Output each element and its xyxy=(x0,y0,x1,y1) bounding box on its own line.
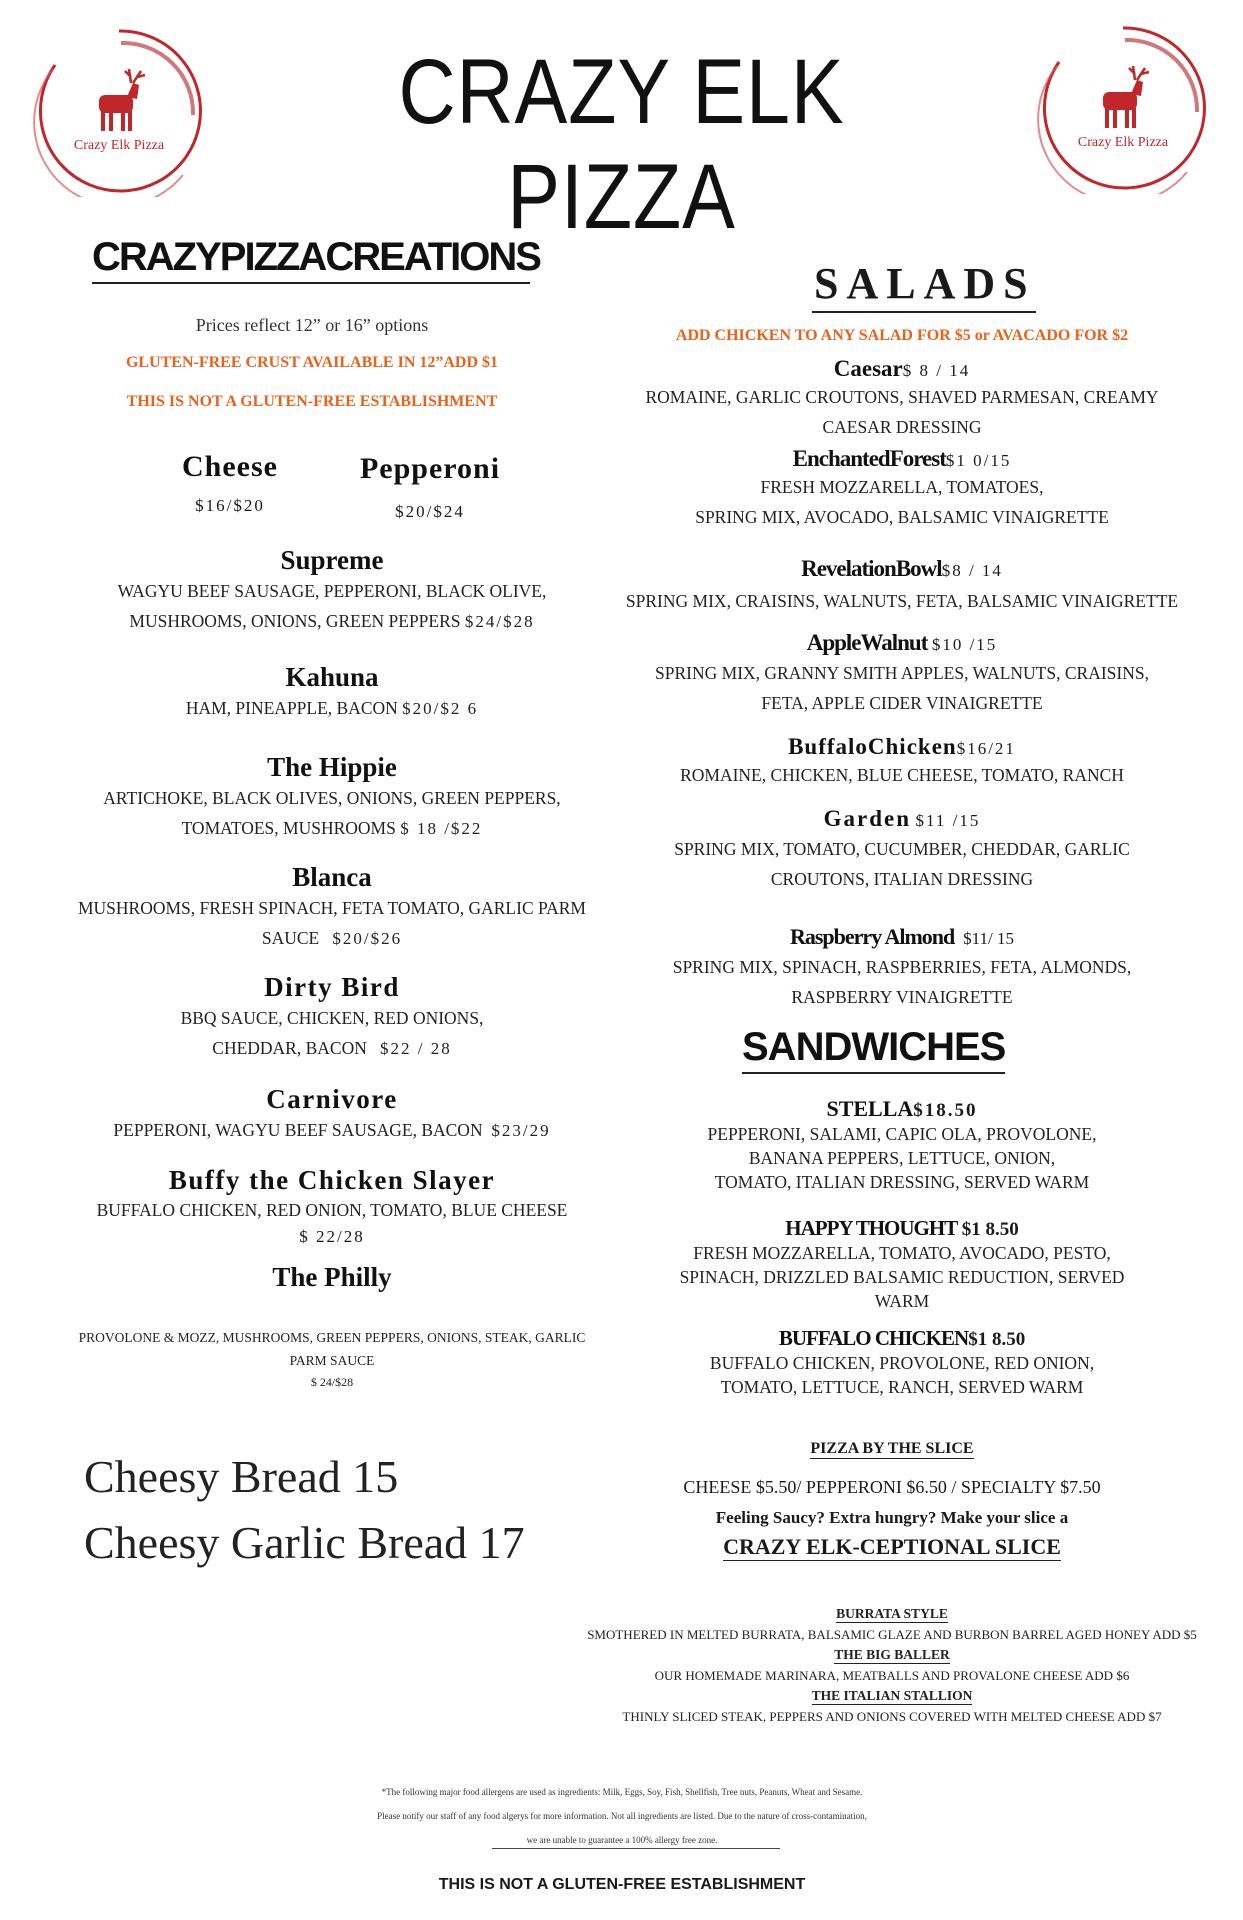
pizza-heading: CRAZYPIZZACREATIONS xyxy=(92,235,530,284)
elk-logo-icon xyxy=(33,25,205,197)
item-name: Raspberry Almond xyxy=(789,924,955,949)
item-name: Garden xyxy=(823,806,912,831)
item-desc: FRESH MOZZARELLA, TOMATOES, xyxy=(760,477,1044,497)
salad-apple-walnut xyxy=(622,630,1182,718)
item-price: $11/ 15 xyxy=(963,929,1015,948)
page-title: CRAZY ELK PIZZA xyxy=(398,41,845,248)
logo-right xyxy=(1037,22,1209,194)
item-name: Blanca xyxy=(292,862,372,892)
elk-logo-icon xyxy=(1037,22,1209,194)
item-price: $1 8.50 xyxy=(961,1219,1019,1240)
item-desc: SPRING MIX, AVOCADO, BALSAMIC VINAIGRETTE xyxy=(695,507,1109,527)
pizza-hippie xyxy=(62,752,602,844)
item-name: STELLA xyxy=(826,1096,914,1121)
item-desc: CAESAR DRESSING xyxy=(822,417,982,437)
item-price: $16/21 xyxy=(956,739,1016,758)
logo-left xyxy=(33,25,205,197)
item-name: HAPPY THOUGHT xyxy=(785,1216,958,1240)
pizza-pepperoni xyxy=(335,452,525,522)
item-price: $10 /15 xyxy=(931,635,998,654)
item-desc: ARTICHOKE, BLACK OLIVES, ONIONS, GREEN PEPPERS, xyxy=(103,788,561,808)
sandwich-happy-thought xyxy=(642,1216,1162,1313)
pizza-dirty-bird xyxy=(62,972,602,1064)
salad-caesar xyxy=(622,356,1182,442)
item-desc: BUFFALO CHICKEN, RED ONION, TOMATO, BLUE CHEESE xyxy=(96,1200,568,1220)
slice-saucy: Feeling Saucy? Extra hungry? Make your slice a xyxy=(715,1508,1069,1527)
salad-raspberry-almond xyxy=(622,924,1182,1012)
pizza-cheese xyxy=(150,450,310,516)
pizza-gf-note: GLUTEN-FREE CRUST AVAILABLE IN 12”ADD $1 xyxy=(125,354,499,371)
item-price: $18.50 xyxy=(913,1100,978,1121)
item-price: $ 24/$28 xyxy=(310,1375,354,1389)
item-desc: MUSHROOMS, FRESH SPINACH, FETA TOMATO, GARLIC PARM xyxy=(77,898,586,918)
item-price: $16/$20 xyxy=(195,496,265,515)
item-price: $1 8.50 xyxy=(968,1329,1026,1350)
sandwich-stella xyxy=(642,1096,1162,1194)
item-name: RevelationBowl xyxy=(801,556,942,581)
item-price: $22 / 28 xyxy=(380,1039,452,1058)
item-desc: SPRING MIX, CRAISINS, WALNUTS, FETA, BALSAMIC VINAIGRETTE xyxy=(625,591,1179,611)
pizza-blanca xyxy=(52,862,612,954)
footer-not-gf: THIS IS NOT A GLUTEN-FREE ESTABLISHMENT xyxy=(438,1876,806,1893)
item-name: The Hippie xyxy=(267,752,397,782)
allergen-note: *The following major food allergens are used as ingredients: Milk, Eggs, Soy, Fish, Shellfish, Tree nuts, Peanuts, Wheat and Sesame. Please notify our staff of any food algerys for more information. Not all ingredients are listed. Due to the nature of cross-contamination, we are unable to guarantee a 100% allergy free zone. xyxy=(377,1787,867,1845)
item-desc: HAM, PINEAPPLE, BACON xyxy=(185,698,398,718)
option-name: THE BIG BALLER xyxy=(834,1647,950,1662)
logo-text: Crazy Elk Pizza xyxy=(1077,135,1169,150)
item-price: $20/$2 6 xyxy=(402,699,479,718)
pizza-not-gf-note: THIS IS NOT A GLUTEN-FREE ESTABLISHMENT xyxy=(126,393,498,410)
item-price: $8 / 14 xyxy=(941,561,1003,580)
item-desc: SPRING MIX, TOMATO, CUCUMBER, CHEDDAR, GARLIC xyxy=(674,839,1130,859)
option-name: THE ITALIAN STALLION xyxy=(811,1688,973,1703)
item-price: $ 22/28 xyxy=(299,1227,365,1246)
slice-heading: PIZZA BY THE SLICE xyxy=(810,1440,974,1457)
item-name: BuffaloChicken xyxy=(788,734,957,759)
item-price: $ 8 / 14 xyxy=(902,361,971,380)
pizza-supreme xyxy=(62,545,602,637)
item-name: BUFFALO CHICKEN xyxy=(778,1326,969,1350)
cheesy-bread: Cheesy Bread 15 xyxy=(84,1451,399,1502)
footer-divider xyxy=(492,1848,780,1849)
item-desc: SPRING MIX, SPINACH, RASPBERRIES, FETA, ALMONDS, xyxy=(672,957,1132,977)
item-desc: PROVOLONE & MOZZ, MUSHROOMS, GREEN PEPPERS, ONIONS, STEAK, GARLIC xyxy=(78,1330,586,1345)
item-name: Carnivore xyxy=(266,1084,398,1114)
option-desc: SMOTHERED IN MELTED BURRATA, BALSAMIC GLAZE AND BURBON BARREL AGED HONEY ADD $5 xyxy=(587,1627,1197,1642)
item-name: Dirty Bird xyxy=(264,972,400,1002)
item-price: $20/$26 xyxy=(332,929,403,948)
item-name: Kahuna xyxy=(285,662,379,692)
item-price: $23/29 xyxy=(491,1121,551,1140)
cheesy-garlic-bread: Cheesy Garlic Bread 17 xyxy=(84,1517,525,1568)
pizza-philly xyxy=(62,1262,602,1293)
item-name: Buffy the Chicken Slayer xyxy=(168,1165,496,1195)
item-desc: TOMATO, ITALIAN DRESSING, SERVED WARM xyxy=(714,1172,1090,1192)
slice-prices: CHEESE $5.50/ PEPPERONI $6.50 / SPECIALTY $7.50 xyxy=(683,1477,1101,1497)
salad-buffalo-chicken xyxy=(622,734,1182,790)
item-desc: PEPPERONI, WAGYU BEEF SAUSAGE, BACON xyxy=(113,1120,483,1140)
sandwich-buffalo-chicken xyxy=(642,1326,1162,1399)
item-desc: CHEDDAR, BACON xyxy=(212,1038,367,1058)
item-name: AppleWalnut xyxy=(806,630,928,655)
item-desc: ROMAINE, GARLIC CROUTONS, SHAVED PARMESAN, CREAMY xyxy=(645,387,1159,407)
pizza-price-note: Prices reflect 12” or 16” options xyxy=(195,315,429,335)
option-name: BURRATA STYLE xyxy=(836,1606,948,1621)
item-desc: TOMATOES, MUSHROOMS xyxy=(181,818,396,838)
item-name: Cheese xyxy=(182,450,278,483)
item-price: $20/$24 xyxy=(395,502,465,521)
item-desc: CROUTONS, ITALIAN DRESSING xyxy=(770,869,1034,889)
slice-crazy: CRAZY ELK-CEPTIONAL SLICE xyxy=(723,1534,1061,1559)
item-name: Supreme xyxy=(280,545,384,575)
pizza-philly-details xyxy=(52,1326,612,1392)
item-desc: RASPBERRY VINAIGRETTE xyxy=(791,987,1013,1007)
item-desc: FETA, APPLE CIDER VINAIGRETTE xyxy=(761,693,1043,713)
slice-options xyxy=(542,1605,1242,1725)
item-price: $1 0/15 xyxy=(945,451,1012,470)
item-desc: PARM SAUCE xyxy=(289,1353,375,1368)
salads-heading: SALADS xyxy=(812,258,1036,313)
item-desc: BUFFALO CHICKEN, PROVOLONE, RED ONION, xyxy=(709,1353,1095,1373)
item-desc: SPINACH, DRIZZLED BALSAMIC REDUCTION, SERVED xyxy=(679,1267,1125,1287)
item-desc: WARM xyxy=(874,1291,930,1311)
item-name: Caesar xyxy=(833,356,903,381)
item-desc: WAGYU BEEF SAUSAGE, PEPPERONI, BLACK OLIVE, xyxy=(117,581,547,601)
item-desc: BANANA PEPPERS, LETTUCE, ONION, xyxy=(748,1148,1056,1168)
item-price: $24/$28 xyxy=(464,612,535,631)
pizza-buffy xyxy=(52,1165,612,1250)
item-name: The Philly xyxy=(272,1262,392,1292)
item-desc: SPRING MIX, GRANNY SMITH APPLES, WALNUTS, CRAISINS, xyxy=(655,663,1149,683)
item-desc: SAUCE xyxy=(261,928,320,948)
slice-section xyxy=(572,1440,1212,1561)
item-name: EnchantedForest xyxy=(792,446,946,471)
salad-revelation xyxy=(622,556,1182,616)
logo-text: Crazy Elk Pizza xyxy=(73,138,165,153)
pizza-kahuna xyxy=(62,662,602,724)
item-price: $ 18 /$22 xyxy=(400,819,483,838)
salad-add-note: ADD CHICKEN TO ANY SALAD FOR $5 or AVACADO FOR $2 xyxy=(675,327,1129,344)
item-desc: ROMAINE, CHICKEN, BLUE CHEESE, TOMATO, RANCH xyxy=(680,765,1124,785)
salad-garden xyxy=(622,806,1182,894)
pizza-carnivore xyxy=(62,1084,602,1146)
sandwiches-heading: SANDWICHES xyxy=(742,1025,1005,1074)
item-desc: TOMATO, LETTUCE, RANCH, SERVED WARM xyxy=(720,1377,1084,1397)
option-desc: OUR HOMEMADE MARINARA, MEATBALLS AND PROVALONE CHEESE ADD $6 xyxy=(654,1668,1130,1683)
salad-enchanted xyxy=(622,446,1182,532)
item-name: Pepperoni xyxy=(359,452,501,485)
item-desc: BBQ SAUCE, CHICKEN, RED ONIONS, xyxy=(180,1008,484,1028)
item-price: $11 /15 xyxy=(915,811,981,830)
item-desc: MUSHROOMS, ONIONS, GREEN PEPPERS xyxy=(129,611,461,631)
option-desc: THINLY SLICED STEAK, PEPPERS AND ONIONS COVERED WITH MELTED CHEESE ADD $7 xyxy=(622,1709,1162,1724)
item-desc: PEPPERONI, SALAMI, CAPIC OLA, PROVOLONE, xyxy=(707,1124,1097,1144)
item-desc: FRESH MOZZARELLA, TOMATO, AVOCADO, PESTO, xyxy=(693,1243,1111,1263)
